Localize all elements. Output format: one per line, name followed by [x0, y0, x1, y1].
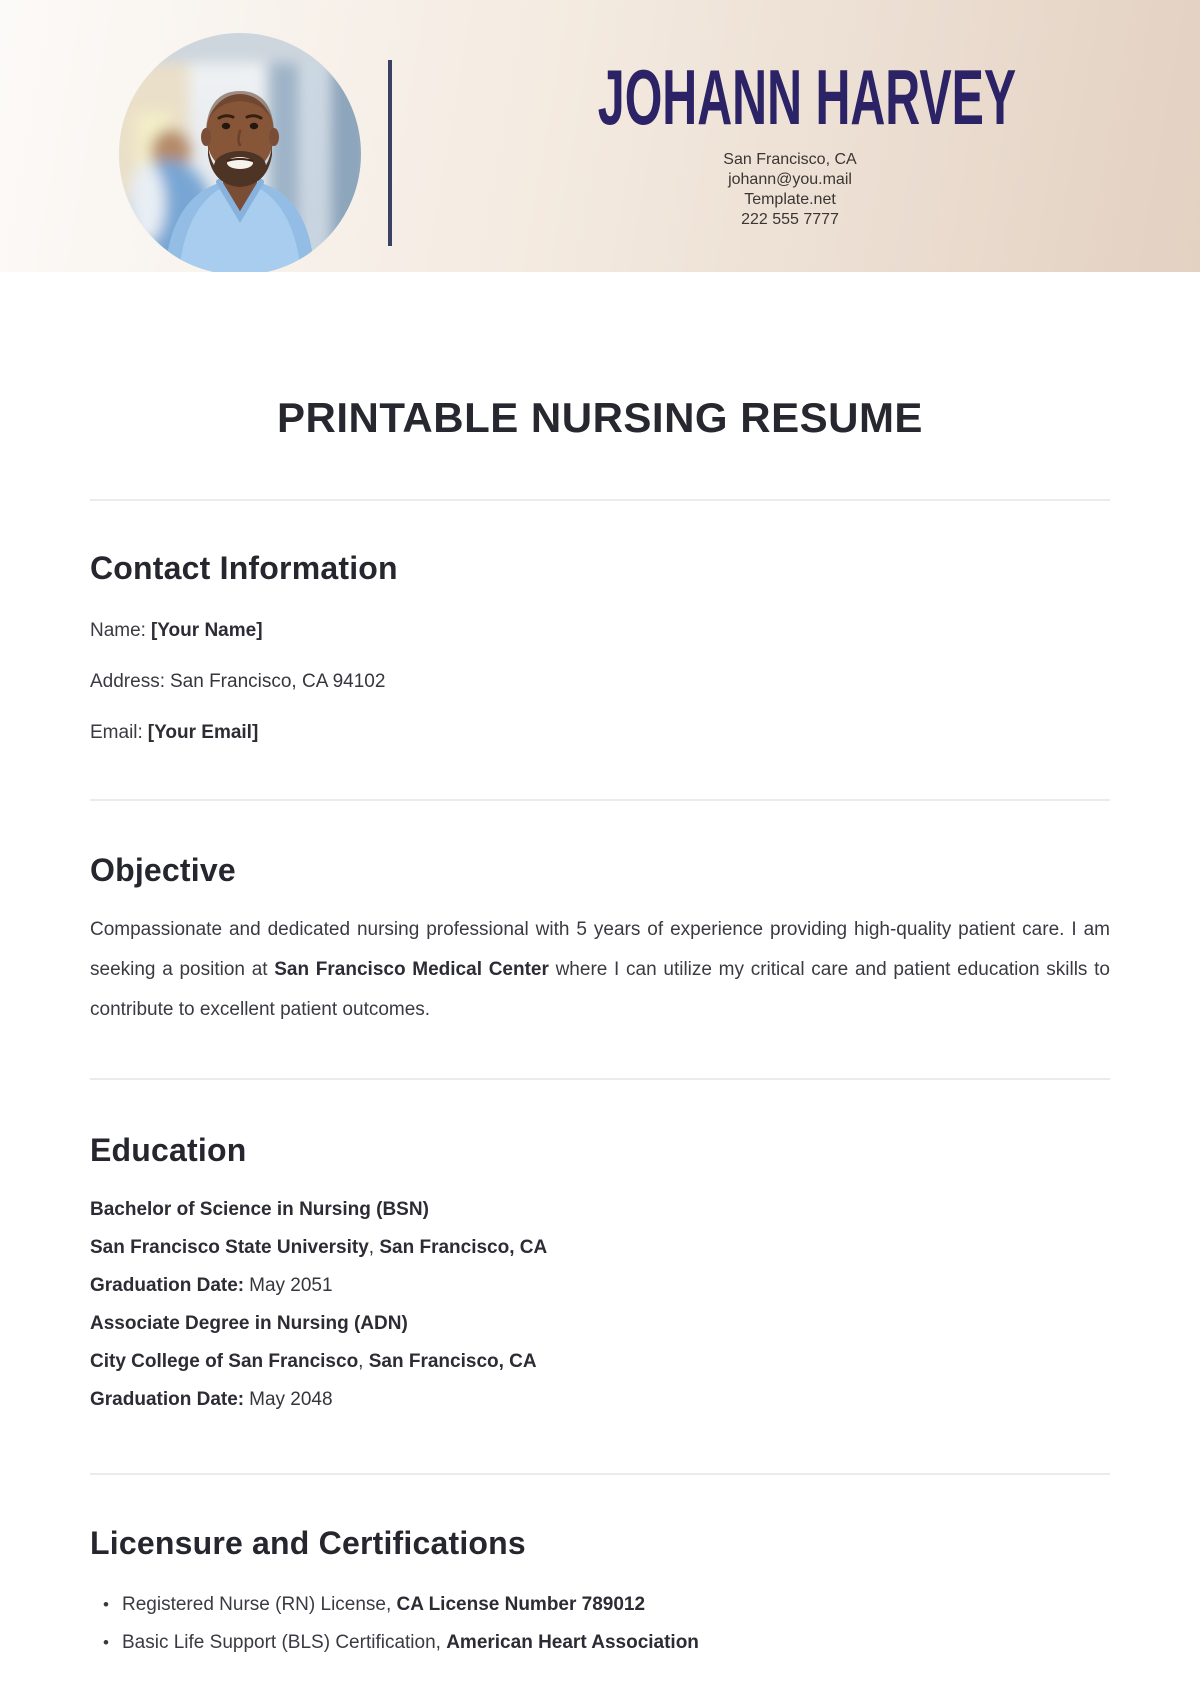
header-banner [0, 0, 1200, 272]
header-contact-phone: 222 555 7777 [741, 211, 839, 228]
license-text: Basic Life Support (BLS) Certification, [122, 1632, 447, 1653]
contact-field-email-value: [Your Email] [147, 722, 259, 743]
profile-photo [119, 33, 361, 272]
education-graduation-label: Graduation Date: [90, 1389, 245, 1410]
contact-field-address [90, 670, 1110, 694]
contact-field-email [90, 721, 1110, 745]
section-divider [90, 1078, 1110, 1080]
list-item [90, 1624, 1110, 1662]
contact-field-email-label: Email: [90, 722, 143, 743]
contact-field-address-value: San Francisco, CA 94102 [169, 671, 386, 692]
education-section-heading: Education [90, 1132, 247, 1168]
contact-field-name [90, 619, 1110, 643]
header-identity [480, 0, 1100, 230]
objective-paragraph [90, 910, 1110, 1030]
bullet-icon: • [103, 1633, 109, 1652]
education-graduation-line [90, 1381, 1110, 1419]
licensure-list [90, 1586, 1110, 1662]
education-separator: , [358, 1351, 369, 1372]
document-body [0, 394, 1200, 1662]
list-item [90, 1586, 1110, 1624]
objective-text-after: where I can utilize my critical care and patient education skills to contribute to excellent patient outcomes. [90, 959, 1110, 1020]
education-graduation-line [90, 1267, 1110, 1305]
education-degree: Bachelor of Science in Nursing (BSN) [90, 1199, 429, 1220]
education-entries [90, 1191, 1110, 1419]
contact-field-name-value: [Your Name] [150, 620, 263, 641]
objective-section-heading: Objective [90, 852, 236, 888]
section-divider [90, 499, 1110, 501]
education-location: San Francisco, CA [379, 1237, 548, 1258]
objective-highlight: San Francisco Medical Center [274, 959, 549, 980]
header-contact-website: Template.net [744, 191, 836, 208]
objective-text-before: Compassionate and dedicated nursing professional with 5 years of experience providing high-quality patient care. I am seeking a position at [90, 919, 1110, 980]
contact-field-address-label: Address: [90, 671, 165, 692]
education-graduation-date: May 2051 [249, 1275, 333, 1296]
bullet-icon: • [103, 1595, 109, 1614]
education-school-line [90, 1229, 1110, 1267]
header-contact-block [480, 150, 1100, 230]
education-separator: , [368, 1237, 380, 1258]
education-graduation-label: Graduation Date: [90, 1275, 245, 1296]
person-name: JOHANN HARVEY [597, 53, 1017, 141]
license-text: Registered Nurse (RN) License, [122, 1594, 397, 1615]
contact-section-heading: Contact Information [90, 550, 398, 586]
header-divider-line [388, 60, 392, 246]
licensure-section-heading: Licensure and Certifications [90, 1525, 526, 1561]
education-school: San Francisco State University [90, 1237, 369, 1258]
page-title: PRINTABLE NURSING RESUME [277, 394, 923, 441]
contact-field-name-label: Name: [90, 620, 146, 641]
header-contact-location: San Francisco, CA [723, 151, 857, 168]
education-location: San Francisco, CA [368, 1351, 537, 1372]
education-school: City College of San Francisco [90, 1351, 359, 1372]
nurse-headshot-illustration [119, 33, 361, 272]
section-divider [90, 1473, 1110, 1475]
header-contact-email: johann@you.mail [728, 171, 852, 188]
section-divider [90, 799, 1110, 801]
license-detail: American Heart Association [446, 1632, 699, 1653]
education-graduation-date: May 2048 [249, 1389, 333, 1410]
education-school-line [90, 1343, 1110, 1381]
education-degree: Associate Degree in Nursing (ADN) [90, 1313, 408, 1334]
license-detail: CA License Number 789012 [396, 1594, 646, 1615]
